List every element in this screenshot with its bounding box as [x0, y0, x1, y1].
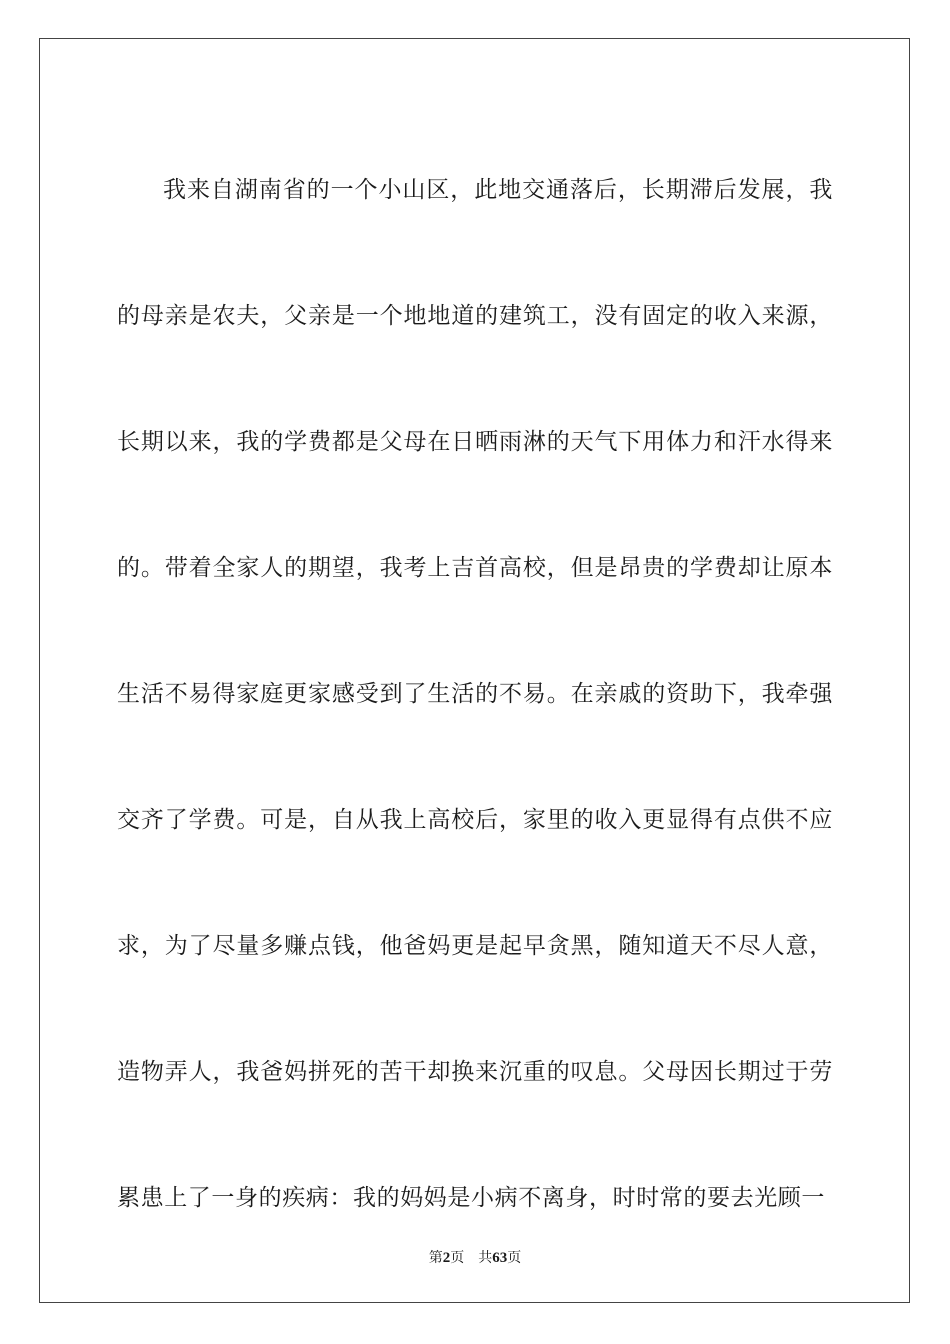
body-paragraph: 我来自湖南省的一个小山区，此地交通落后，长期滞后发展，我的母亲是农夫，父亲是一个地地道的建筑工，没有固定的收入来源，长期以来，我的学费都是父母在日晒雨淋的天气下用体力和汗水得来的。带着全家人的期望，我考上吉首高校，但是昂贵的学费却让原本生活不易得家庭更家感受到了生活的不易。在亲戚的资助下，我牵强交齐了学费。可是，自从我上高校后，家里的收入更显得有点供不应求，为了尽量多赚点钱，他爸妈更是起早贪黑，随知道天不尽人意，造物弄人，我爸妈拼死的苦干却换来沉重的叹息。父母因长期过于劳累患上了一身的疾病：我的妈妈是小病不离身，时时常的要去光顾一: [117, 177, 833, 1211]
page-prefix: 第: [428, 1250, 443, 1266]
total-prefix: 共: [478, 1250, 493, 1266]
page-suffix: 页: [450, 1250, 465, 1266]
page-number: 2: [442, 1250, 451, 1266]
total-suffix: 页: [507, 1250, 522, 1266]
total-pages: 63: [492, 1250, 508, 1266]
page-footer: [0, 1247, 950, 1267]
